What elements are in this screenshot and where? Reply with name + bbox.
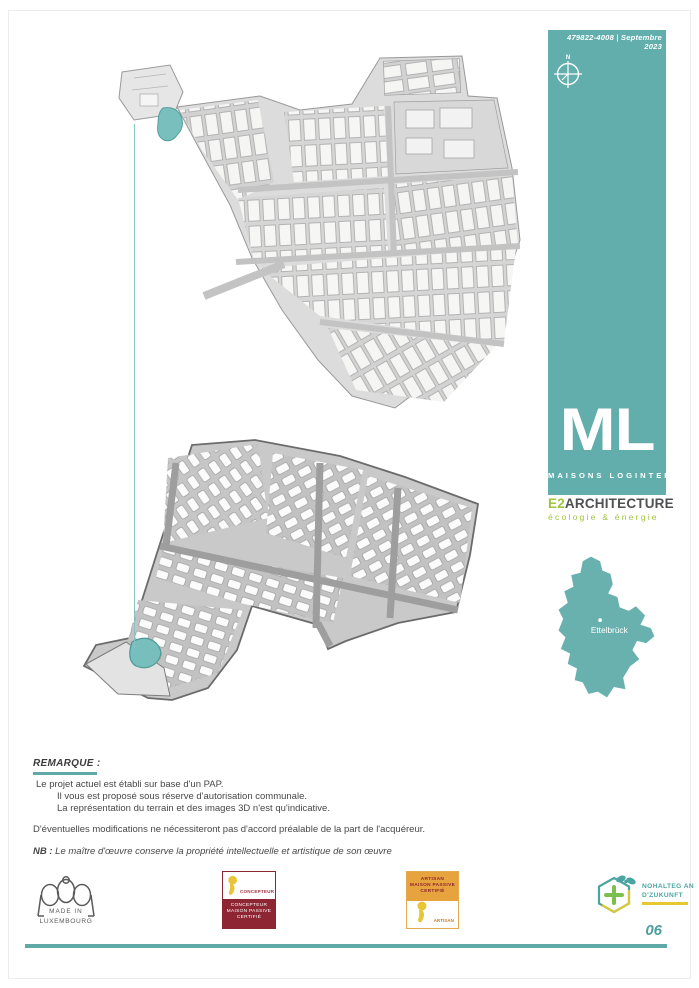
building [444, 140, 474, 158]
concepteur-line3: CERTIFIÉ [236, 915, 262, 921]
reference-date: 479822-4008 | Septembre 2023 [567, 33, 662, 51]
page-number: 06 [645, 922, 662, 939]
plot-block [394, 176, 518, 252]
compass-north-label: N [565, 55, 571, 61]
remark-paragraph: D'éventuelles modifications ne nécessiteront pas d'accord préalable de la part de l'acquéreur. [33, 824, 426, 835]
building [406, 110, 434, 128]
artisan-badge [406, 871, 459, 929]
artisan-line2: MAISON PASSIVE [409, 883, 456, 889]
ml-logo-text: ML [559, 396, 655, 463]
made-in-line2: LUXEMBOURG [39, 918, 93, 925]
plot-block [238, 188, 388, 260]
nb-note [33, 846, 392, 857]
nohalteg-line2: D'ZUKUNFT [642, 892, 684, 899]
remark-line-1: Le projet actuel est établi sur base d'un PAP. [36, 779, 224, 790]
city-marker [598, 618, 602, 622]
concepteur-line2: MAISON PASSIVE [226, 909, 272, 915]
plot-block [284, 106, 388, 182]
teal-connector-line [134, 124, 135, 648]
highlighted-lot [158, 108, 183, 141]
artisan-line1: ARTISAN [420, 877, 445, 882]
nb-text: Le maître d'œuvre conserve la propriété intellectuelle et artistique de son œuvre [55, 846, 392, 857]
compass-icon [552, 52, 584, 92]
concepteur-icon [223, 872, 275, 899]
e2-name: ARCHITECTURE [564, 496, 674, 511]
e2-prefix: E2 [548, 496, 565, 511]
building [140, 94, 158, 106]
remark-line-3: La représentation du terrain et des images 3D n'est qu'indicative. [57, 803, 330, 814]
made-in-line1: MADE IN [49, 908, 83, 915]
building [440, 108, 472, 128]
concepteur-icon-label: CONCEPTEUR [240, 889, 275, 894]
nohalteg-line1: NOHALTEG AN [642, 883, 695, 890]
concepteur-line1: CONCEPTEUR [230, 903, 268, 908]
concepteur-text [223, 899, 275, 928]
artisan-icon [410, 900, 434, 926]
nb-label: NB : [33, 846, 53, 857]
made-in-luxembourg-badge [28, 872, 104, 932]
nohalteg-badge [588, 874, 698, 914]
building [406, 138, 432, 154]
e2-tagline: écologie & énergie [548, 512, 659, 522]
city-label: Ettelbrück [590, 624, 628, 635]
plot-block [383, 59, 460, 96]
remark-title-underline [33, 772, 97, 775]
concepteur-badge [222, 871, 276, 929]
remark-title: REMARQUE : [33, 758, 101, 769]
artisan-text [407, 872, 458, 901]
artisan-line3: CERTIFIÉ [420, 889, 445, 895]
ml-logo-subtitle: MAISONS LOGINTER [548, 471, 673, 480]
artisan-icon-label: ARTISAN [433, 918, 454, 923]
e2-architecture-logo [548, 496, 678, 511]
top-site-plan [88, 50, 528, 415]
nohalteg-underline [642, 902, 688, 905]
luxembourg-map [548, 552, 666, 702]
remark-line-2: Il vous est proposé sous réserve d'autorisation communale. [57, 791, 307, 802]
footer-rule [25, 944, 667, 948]
